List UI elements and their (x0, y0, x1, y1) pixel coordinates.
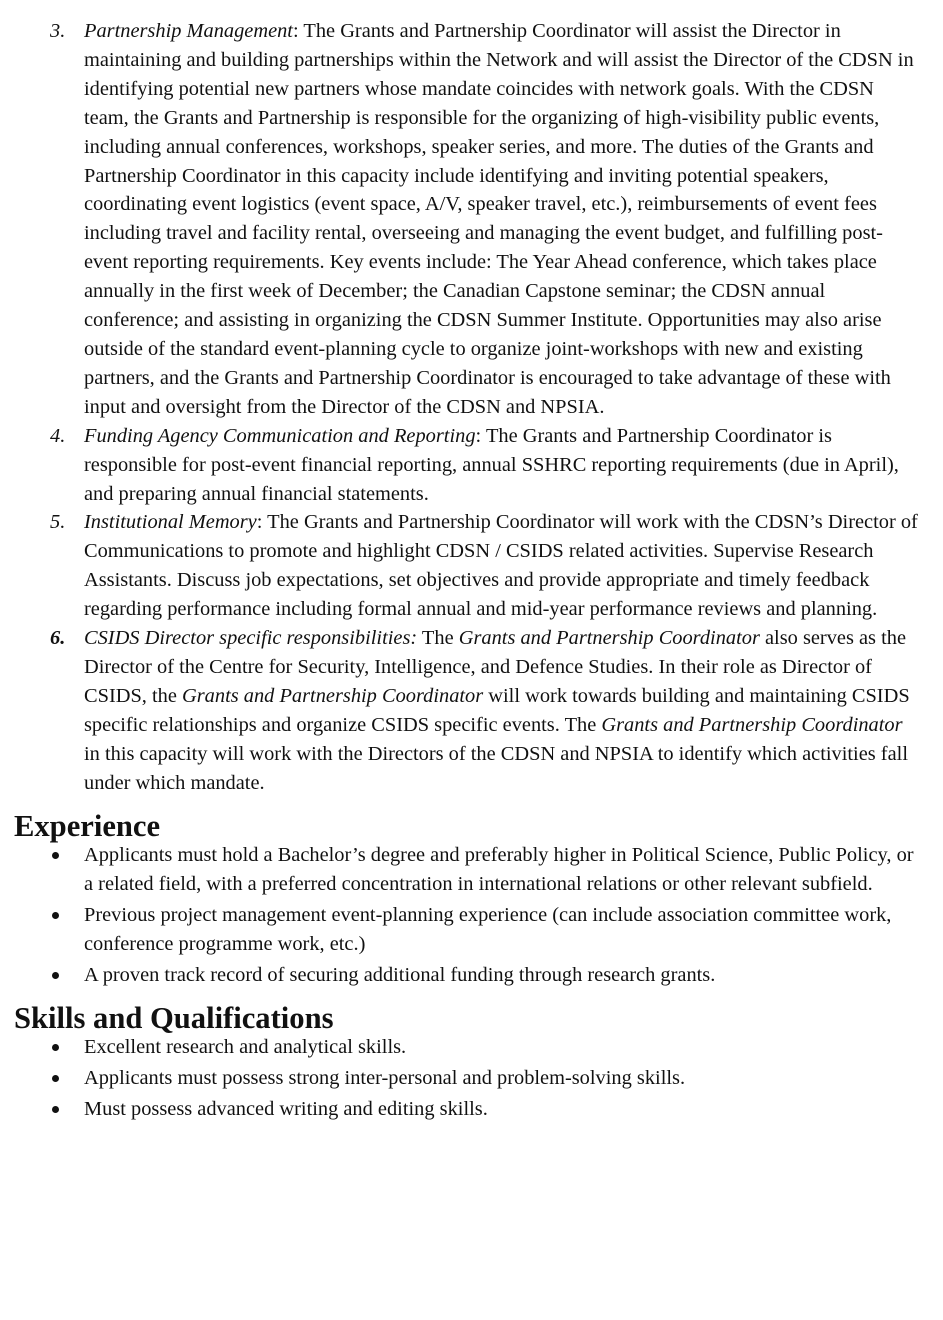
list-item (0, 961, 943, 990)
list-item (0, 901, 943, 959)
experience-list (0, 841, 943, 990)
item-separator: : (292, 20, 304, 42)
item-text-segment: in this capacity will work with the Directors of the CDSN and NPSIA to identify which activities fall under which mandate. (84, 742, 908, 794)
item-title: CSIDS Director specific responsibilities: (84, 627, 418, 650)
list-item (0, 1064, 943, 1093)
item-separator: : (256, 511, 268, 534)
document-page (0, 17, 943, 1124)
item-number: 6. (50, 627, 66, 650)
skills-list (0, 1033, 943, 1124)
bullet-icon (52, 1044, 59, 1051)
experience-heading: Experience (14, 809, 161, 844)
item-text: The Grants and Partnership Coordinator is responsible for post-event financial reporting, annual SSHRC reporting requirements (due in April), and preparing annual financial statements. (84, 424, 899, 505)
list-item-text: Must possess advanced writing and editing skills. (84, 1097, 488, 1120)
role-name: Grants and Partnership Coordinator (182, 684, 484, 707)
bullet-icon (52, 1106, 59, 1113)
list-item-text: Applicants must possess strong inter-personal and problem-solving skills. (84, 1066, 686, 1089)
bullet-icon (52, 852, 59, 859)
list-item-text: Previous project management event-planning experience (can include association committee work, conference programme work, etc.) (84, 904, 892, 956)
list-item (0, 841, 943, 899)
item-separator: : (475, 424, 486, 447)
item-number: 5. (50, 511, 66, 534)
bullet-icon (52, 1075, 59, 1082)
skills-heading: Skills and Qualifications (14, 1000, 334, 1035)
item-title: Funding Agency Communication and Reporting (84, 424, 476, 447)
list-item (0, 1095, 943, 1124)
item-text-segment: The (417, 627, 459, 650)
item-text-segment: also serves as the Director of the Centre for Security, Intelligence, and Defence Studies. In their role as Director of CSIDS, the (84, 627, 906, 707)
list-item-partnership-management (0, 17, 943, 422)
responsibilities-list (0, 17, 943, 797)
list-item-funding-agency (0, 422, 943, 509)
item-text-segment: will work towards building and maintaining CSIDS specific relationships and organize CSIDS specific events. The (84, 684, 910, 736)
item-title: Partnership Management (84, 20, 293, 42)
list-item-institutional-memory (0, 508, 943, 624)
item-text: The Grants and Partnership Coordinator will assist the Director in maintaining and building partnerships within the Network and will assist the Director of the CDSN in identifying potential new partners whose mandate coincides with network goals. With the CDSN team, the Grants and Partnership is responsible for the organizing of high-visibility public events, including annual conferences, workshops, speaker series, and more. The duties of the Grants and Partnership Coordinator in this capacity include identifying and inviting potential speakers, coordinating event logistics (event space, A/V, speaker travel, etc.), reimbursements of event fees including travel and facility rental, overseeing and managing the event budget, and fulfilling post-event reporting requirements. Key events include: The Year Ahead conference, which takes place annually in the first week of December; the Canadian Capstone seminar; the CDSN annual conference; and assisting in organizing the CDSN Summer Institute. Opportunities may also arise outside of the standard event-planning cycle to organize joint-workshops with new and existing partners, and the Grants and Partnership Coordinator is encouraged to take advantage of these with input and oversight from the Director of the CDSN and NPSIA. (84, 20, 914, 418)
list-item (0, 1033, 943, 1062)
item-number: 3. (50, 20, 66, 42)
item-text: The Grants and Partnership Coordinator will work with the CDSN’s Director of Communications to promote and highlight CDSN / CSIDS related activities. Supervise Research Assistants. Discuss job expectations, set objectives and provide appropriate and timely feedback regarding performance including formal annual and mid-year performance reviews and planning. (84, 511, 918, 621)
item-number: 4. (50, 424, 66, 447)
role-name: Grants and Partnership Coordinator (458, 627, 760, 650)
list-item-text: A proven track record of securing additional funding through research grants. (84, 964, 716, 986)
list-item-csids-director (0, 624, 943, 797)
role-name: Grants and Partnership Coordinator (601, 713, 903, 736)
bullet-icon (52, 912, 59, 919)
list-item-text: Excellent research and analytical skills. (84, 1035, 407, 1058)
list-item-text: Applicants must hold a Bachelor’s degree and preferably higher in Political Science, Public Policy, or a related field, with a preferred concentration in international relations or other relevant subfield. (84, 844, 914, 896)
bullet-icon (52, 972, 59, 979)
item-title: Institutional Memory (84, 511, 257, 534)
